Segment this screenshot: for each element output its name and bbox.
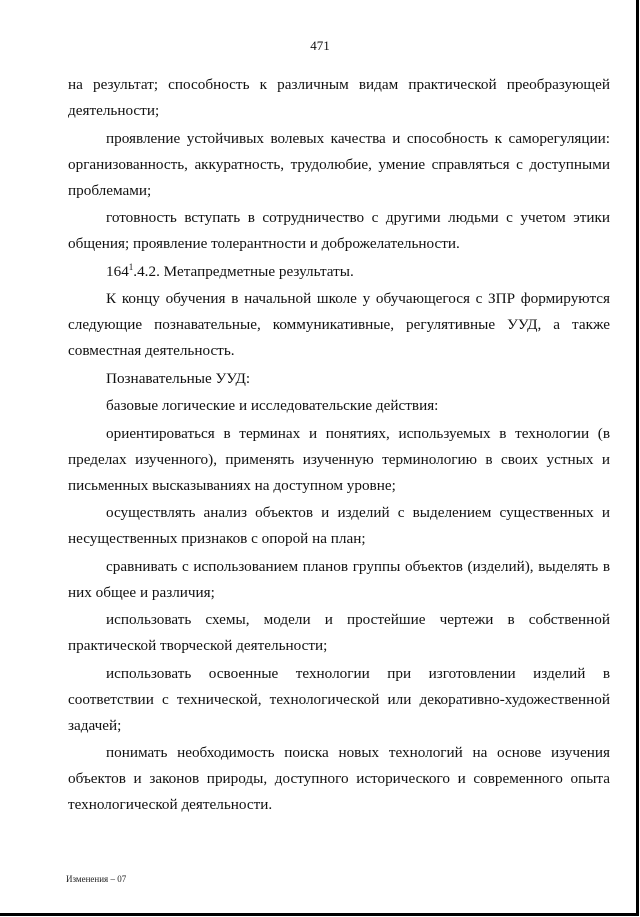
section-number: 164 <box>106 262 129 280</box>
paragraph: готовность вступать в сотрудничество с другими людьми с учетом этики общения; проявление толерантности и доброжелательности. <box>68 209 610 252</box>
paragraph: на результат; способность к различным видам практической преобразующей деятельности; <box>68 76 610 119</box>
paragraph: проявление устойчивых волевых качества и способность к саморегуляции: организованность, аккуратность, трудолюбие, умение справляться с доступными проблемами; <box>68 129 610 199</box>
paragraph: использовать схемы, модели и простейшие чертежи в собственной практической творческой деятельности; <box>68 611 610 654</box>
section-heading <box>68 259 610 285</box>
paragraph: ориентироваться в терминах и понятиях, используемых в технологии (в пределах изученного), применять изученную терминологию в своих устных и письменных высказываниях на доступном уровне; <box>68 424 610 494</box>
page-footer: Изменения – 07 <box>66 874 127 884</box>
section-number-rest: .4.2. <box>133 262 160 280</box>
paragraph: К концу обучения в начальной школе у обучающегося с ЗПР формируются следующие познавательные, коммуникативные, регулятивные УУД, а также совместная деятельность. <box>68 290 610 359</box>
page-number: 471 <box>310 38 330 53</box>
section-number-superscript: 1 <box>128 261 134 272</box>
paragraph: понимать необходимость поиска новых технологий на основе изучения объектов и законов природы, доступного исторического и современного опыта технологической деятельности. <box>68 744 610 813</box>
section-title: Метапредметные результаты. <box>163 262 354 280</box>
document-body <box>68 72 610 820</box>
paragraph: осуществлять анализ объектов и изделий с выделением существенных и несущественных признаков с опорой на план; <box>68 504 610 547</box>
paragraph: сравнивать с использованием планов группы объектов (изделий), выделять в них общее и различия; <box>68 557 610 601</box>
paragraph: Познавательные УУД: <box>106 369 251 387</box>
paragraph: базовые логические и исследовательские действия: <box>106 397 439 414</box>
paragraph: использовать освоенные технологии при изготовлении изделий в соответствии с технической, технологической или декоративно-художественной задачей; <box>68 664 610 734</box>
